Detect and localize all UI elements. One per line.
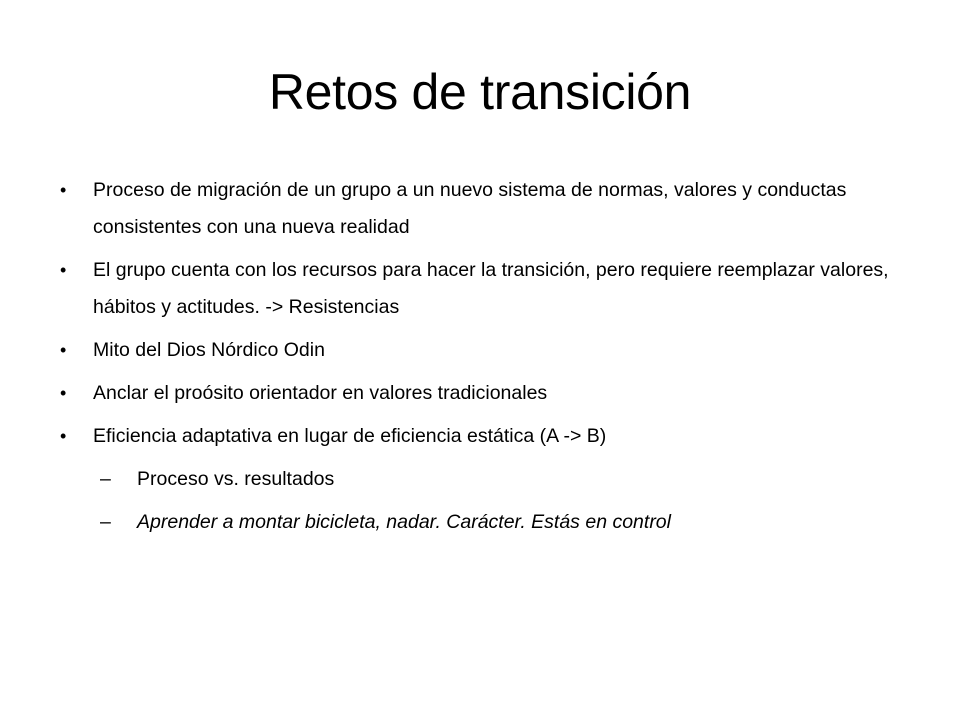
sub-bullet-text: Proceso vs. resultados [137, 468, 335, 490]
bullet-marker: • [60, 180, 67, 200]
bullet-text: Eficiencia adaptativa en lugar de eficiencia estática (A -> B) [93, 425, 607, 447]
sub-bullet-item-1 [60, 461, 920, 498]
bullet-item-2 [60, 252, 920, 326]
bullet-list [60, 172, 920, 547]
bullet-marker: • [60, 426, 67, 446]
bullet-text: Proceso de migración de un grupo a un nuevo sistema de normas, valores y conductas consistentes con una nueva realidad [93, 179, 847, 238]
bullet-item-4 [60, 375, 920, 412]
bullet-marker: • [60, 383, 67, 403]
bullet-text: Anclar el proósito orientador en valores tradicionales [93, 382, 548, 404]
bullet-marker: • [60, 260, 67, 280]
sub-bullet-item-2 [60, 504, 920, 541]
bullet-item-3 [60, 332, 920, 369]
slide-title: Retos de transición [268, 64, 692, 120]
dash-marker: – [100, 468, 111, 490]
bullet-item-5 [60, 418, 920, 455]
bullet-item-1 [60, 172, 920, 246]
bullet-text: El grupo cuenta con los recursos para hacer la transición, pero requiere reemplazar valores, hábitos y actitudes. -> Resistencias [93, 259, 889, 318]
bullet-marker: • [60, 340, 67, 360]
dash-marker: – [100, 511, 111, 533]
bullet-text: Mito del Dios Nórdico Odin [93, 339, 325, 361]
sub-bullet-text: Aprender a montar bicicleta, nadar. Carácter. Estás en control [137, 511, 671, 533]
